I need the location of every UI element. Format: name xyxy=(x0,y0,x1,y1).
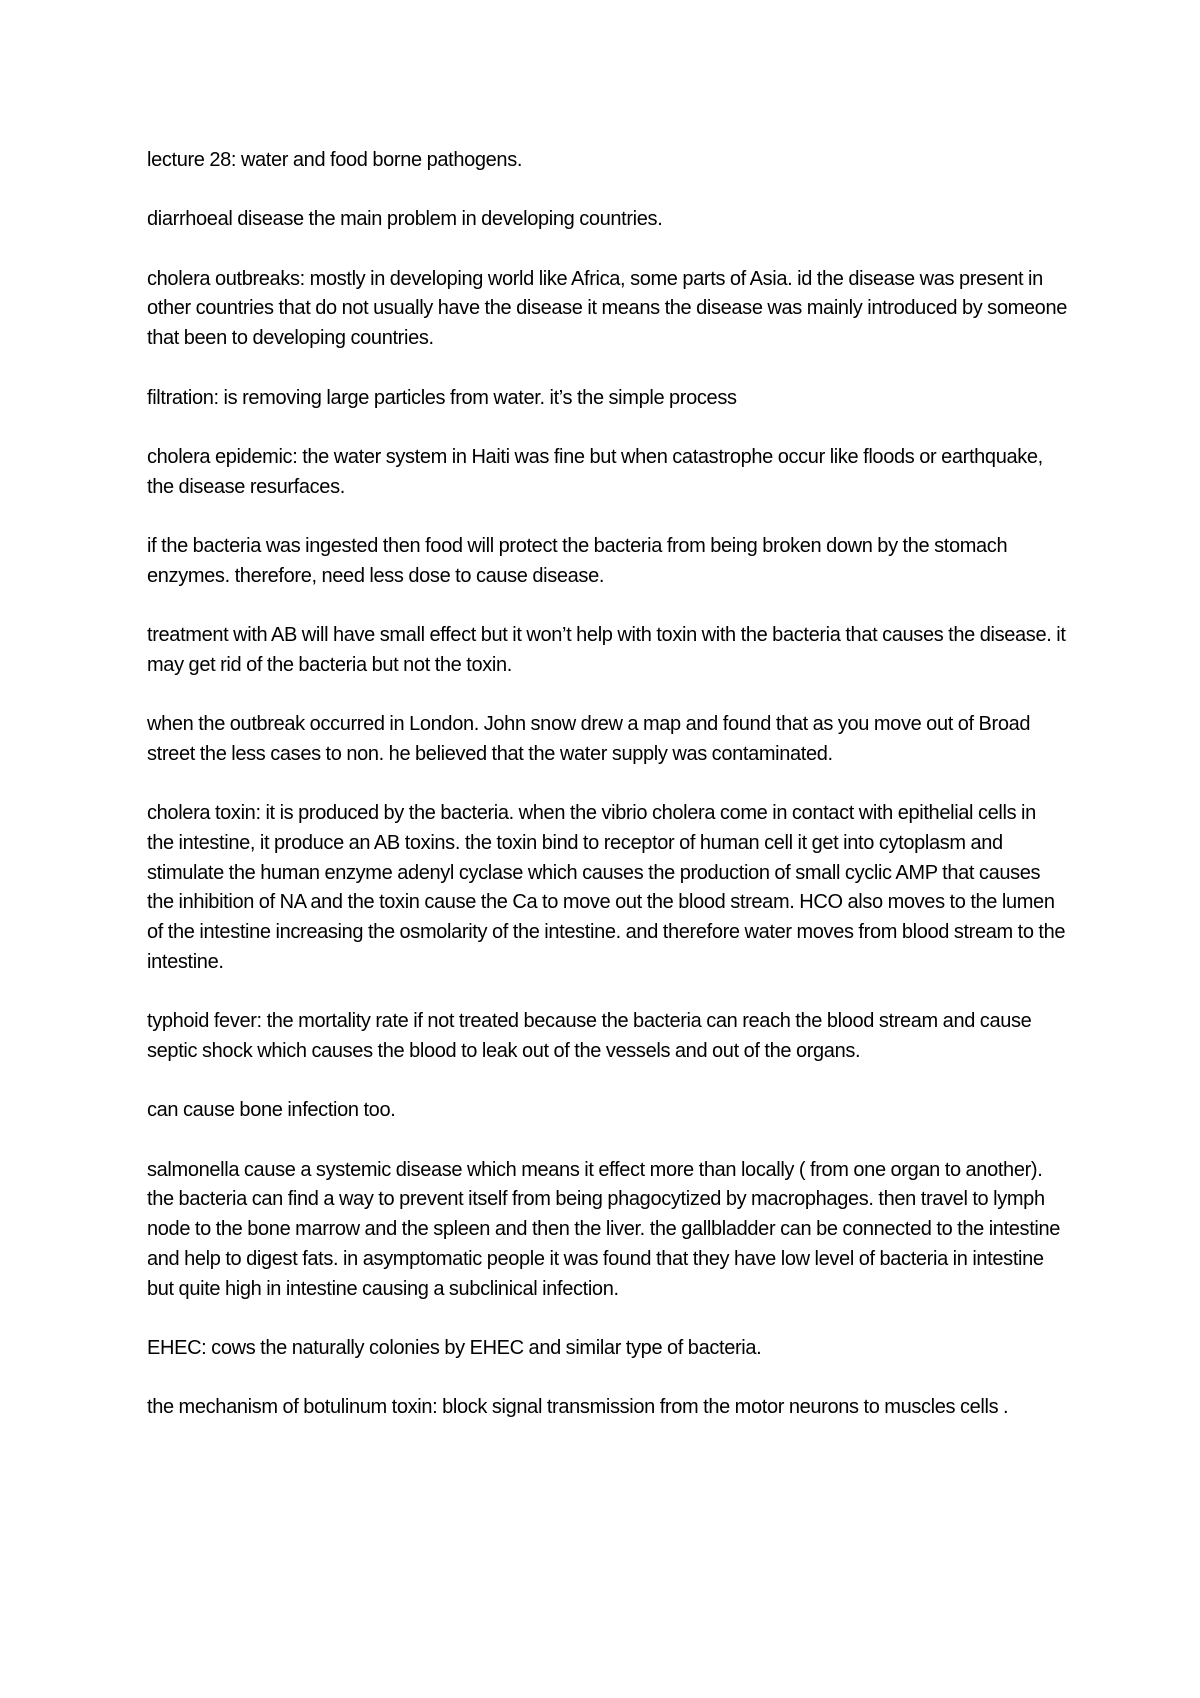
paragraph-ingested-bacteria: if the bacteria was ingested then food will protect the bacteria from being broken down by the stomach enzymes. therefore, need less dose to cause disease. xyxy=(147,535,1008,587)
paragraph-title: lecture 28: water and food borne pathogens. xyxy=(147,149,523,171)
paragraph-filtration: filtration: is removing large particles from water. it’s the simple process xyxy=(147,386,737,409)
document-body xyxy=(147,146,1067,1423)
paragraph-london-outbreak: when the outbreak occurred in London. John snow drew a map and found that as you move out of Broad street the less cases to non. he believed that the water supply was contaminated. xyxy=(147,713,1031,765)
paragraph-treatment: treatment with AB will have small effect but it won’t help with toxin with the bacteria that causes the disease. it may get rid of the bacteria but not the toxin. xyxy=(147,624,1066,676)
paragraph-botulinum: the mechanism of botulinum toxin: block signal transmission from the motor neurons to muscles cells . xyxy=(147,1396,1009,1419)
paragraph-diarrhoeal: diarrhoeal disease the main problem in developing countries. xyxy=(147,208,663,231)
paragraph-bone-infection: can cause bone infection too. xyxy=(147,1099,396,1122)
paragraph-cholera-epidemic: cholera epidemic: the water system in Haiti was fine but when catastrophe occur like floods or earthquake, the disease resurfaces. xyxy=(147,445,1043,498)
paragraph-typhoid-fever: typhoid fever: the mortality rate if not treated because the bacteria can reach the blood stream and cause septic shock which causes the blood to leak out of the vessels and out of the organs. xyxy=(147,1010,1032,1062)
paragraph-cholera-outbreaks: cholera outbreaks: mostly in developing world like Africa, some parts of Asia. id the disease was present in other countries that do not usually have the disease it means the disease was mainly introduced by someone that been to developing countries. xyxy=(147,267,1067,350)
paragraph-salmonella: salmonella cause a systemic disease which means it effect more than locally ( from one organ to another). the bacteria can find a way to prevent itself from being phagocytized by macrophages. then travel to lymph node to the bone marrow and the spleen and then the liver. the gallbladder can be connected to the intestine and help to digest fats. in asymptomatic people it was found that they have low level of bacteria in intestine but quite high in intestine causing a subclinical infection. xyxy=(147,1158,1061,1300)
paragraph-ehec: EHEC: cows the naturally colonies by EHEC and similar type of bacteria. xyxy=(147,1336,762,1359)
paragraph-cholera-toxin: cholera toxin: it is produced by the bacteria. when the vibrio cholera come in contact with epithelial cells in the intestine, it produce an AB toxins. the toxin bind to receptor of human cell it get into cytoplasm and stimulate the human enzyme adenyl cyclase which causes the production of small cyclic AMP that causes the inhibition of NA and the toxin cause the Ca to move out the blood stream. HCO also moves to the lumen of the intestine increasing the osmolarity of the intestine. and therefore water moves from blood stream to the intestine. xyxy=(147,802,1066,973)
